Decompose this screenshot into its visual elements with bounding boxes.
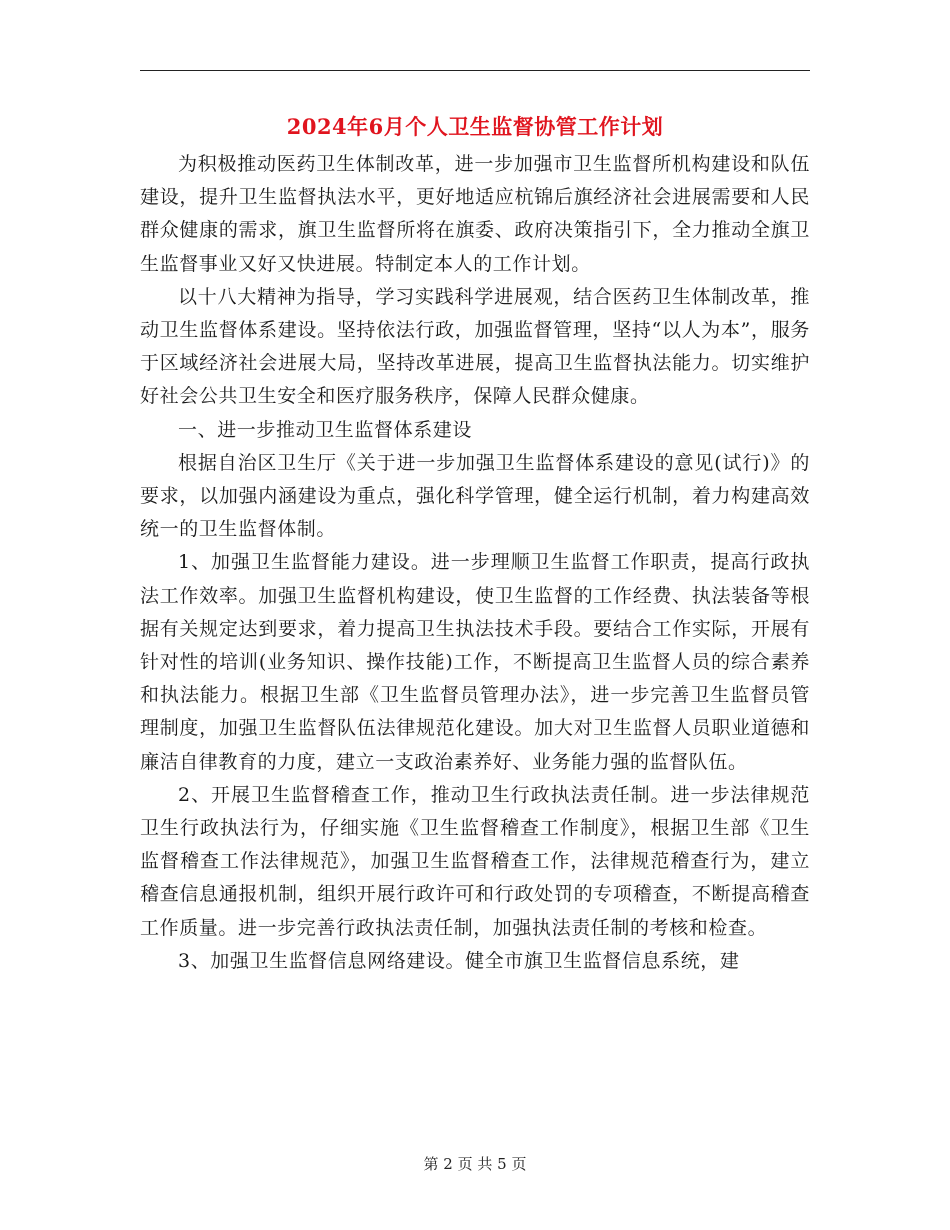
page-number-footer: 第 2 页 共 5 页 xyxy=(423,1155,527,1173)
paragraph-item-2: 2、开展卫生监督稽查工作，推动卫生行政执法责任制。进一步法律规范卫生行政执法行为，仔细实施《卫生监督稽查工作制度》，根据卫生部《卫生监督稽查工作法律规范》，加强卫生监督稽查工作，法律规范稽查行为，建立稽查信息通报机制，组织开展行政许可和行政处罚的专项稽查，不断提高稽查工作质量。进一步完善行政执法责任制，加强执法责任制的考核和检查。 xyxy=(140,783,810,939)
section-heading-1: 一、进一步推动卫生监督体系建设 xyxy=(178,418,473,441)
header-rule xyxy=(140,70,810,71)
paragraph-item-3: 3、加强卫生监督信息网络建设。健全市旗卫生监督信息系统，建 xyxy=(178,949,740,972)
paragraph-guiding-principle: 以十八大精神为指导，学习实践科学进展观，结合医药卫生体制改革，推动卫生监督体系建设。坚持依法行政，加强监督管理，坚持“以人为本”，服务于区域经济社会进展大局，坚持改革进展，提高卫生监督执法能力。切实维护好社会公共卫生安全和医疗服务秩序，保障人民群众健康。 xyxy=(140,285,810,408)
paragraph-section-1-intro: 根据自治区卫生厅《关于进一步加强卫生监督体系建设的意见(试行)》的要求，以加强内涵建设为重点，强化科学管理，健全运行机制，着力构建高效统一的卫生监督体制。 xyxy=(140,451,810,541)
paragraph-item-1: 1、加强卫生监督能力建设。进一步理顺卫生监督工作职责，提高行政执法工作效率。加强卫生监督机构建设，使卫生监督的工作经费、执法装备等根据有关规定达到要求，着力提高卫生执法技术手段。要结合工作实际，开展有针对性的培训(业务知识、操作技能)工作，不断提高卫生监督人员的综合素养和执法能力。根据卫生部《卫生监督员管理办法》，进一步完善卫生监督员管理制度，加强卫生监督队伍法律规范化建设。加大对卫生监督人员职业道德和廉洁自律教育的力度，建立一支政治素养好、业务能力强的监督队伍。 xyxy=(140,551,810,773)
document-body xyxy=(140,148,810,978)
document-title: 2024年6月个人卫生监督协管工作计划 xyxy=(286,114,664,139)
paragraph-intro: 为积极推动医药卫生体制改革，进一步加强市卫生监督所机构建设和队伍建设，提升卫生监督执法水平，更好地适应杭锦后旗经济社会进展需要和人民群众健康的需求，旗卫生监督所将在旗委、政府决策指引下，全力推动全旗卫生监督事业又好又快进展。特制定本人的工作计划。 xyxy=(140,153,810,275)
